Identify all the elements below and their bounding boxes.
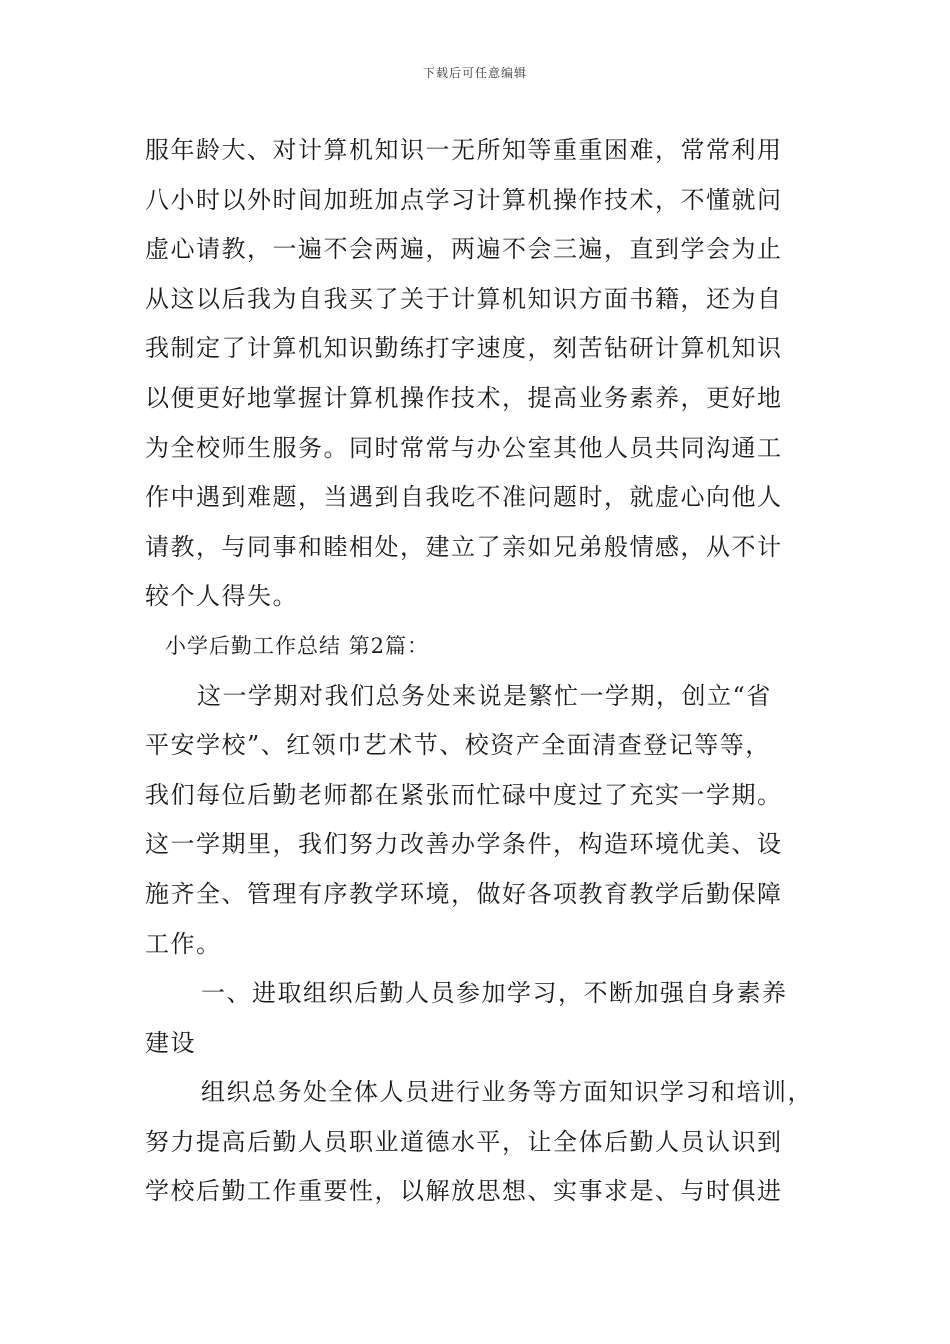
document-body — [145, 126, 815, 1217]
section-heading: 小学后勤工作总结 第2篇： — [165, 633, 430, 658]
page-header-note: 下载后可任意编辑 — [422, 66, 527, 80]
text-line: 为全校师生服务。同时常常与办公室其他人员共同沟通工 — [145, 433, 783, 462]
text-line: 服年龄大、对计算机知识一无所知等重重困难，常常利用 — [145, 136, 783, 164]
text-line: 以便更好地掌握计算机操作技术，提高业务素养，更好地 — [145, 383, 783, 412]
paragraph-start: 组织总务处全体人员进行业务等方面知识学习和培训， — [201, 1078, 813, 1107]
text-line: 较个人得失。 — [145, 582, 298, 611]
text-line: 努力提高后勤人员职业道德水平，让全体后勤人员认识到 — [145, 1127, 783, 1156]
text-line: 平安学校”、红领巾艺术节、校资产全面清查登记等等， — [145, 731, 771, 760]
subsection-heading: 一、进取组织后勤人员参加学习，不断加强自身素养 — [201, 979, 788, 1008]
text-line: 工作。 — [145, 929, 222, 958]
text-line: 建设 — [145, 1028, 196, 1057]
text-line: 虚心请教，一遍不会两遍，两遍不会三遍，直到学会为止 — [145, 235, 783, 264]
paragraph-start: 这一学期对我们总务处来说是繁忙一学期，创立“省 — [197, 681, 772, 710]
text-line: 请教，与同事和睦相处，建立了亲如兄弟般情感，从不计 — [145, 532, 783, 561]
text-line: 从这以后我为自我买了关于计算机知识方面书籍，还为自 — [145, 284, 783, 313]
text-line: 八小时以外时间加班加点学习计算机操作技术，不懂就问 — [145, 185, 783, 214]
text-line: 作中遇到难题，当遇到自我吃不准问题时，就虚心向他人 — [145, 483, 783, 512]
text-line: 我制定了计算机知识勤练打字速度，刻苦钻研计算机知识 — [145, 334, 783, 363]
text-line: 我们每位后勤老师都在紧张而忙碌中度过了充实一学期。 — [145, 780, 783, 809]
text-line: 这一学期里，我们努力改善办学条件，构造环境优美、设 — [145, 830, 783, 859]
text-line: 学校后勤工作重要性，以解放思想、实事求是、与时俱进 — [145, 1177, 783, 1206]
text-line: 施齐全、管理有序教学环境，做好各项教育教学后勤保障 — [145, 879, 783, 908]
